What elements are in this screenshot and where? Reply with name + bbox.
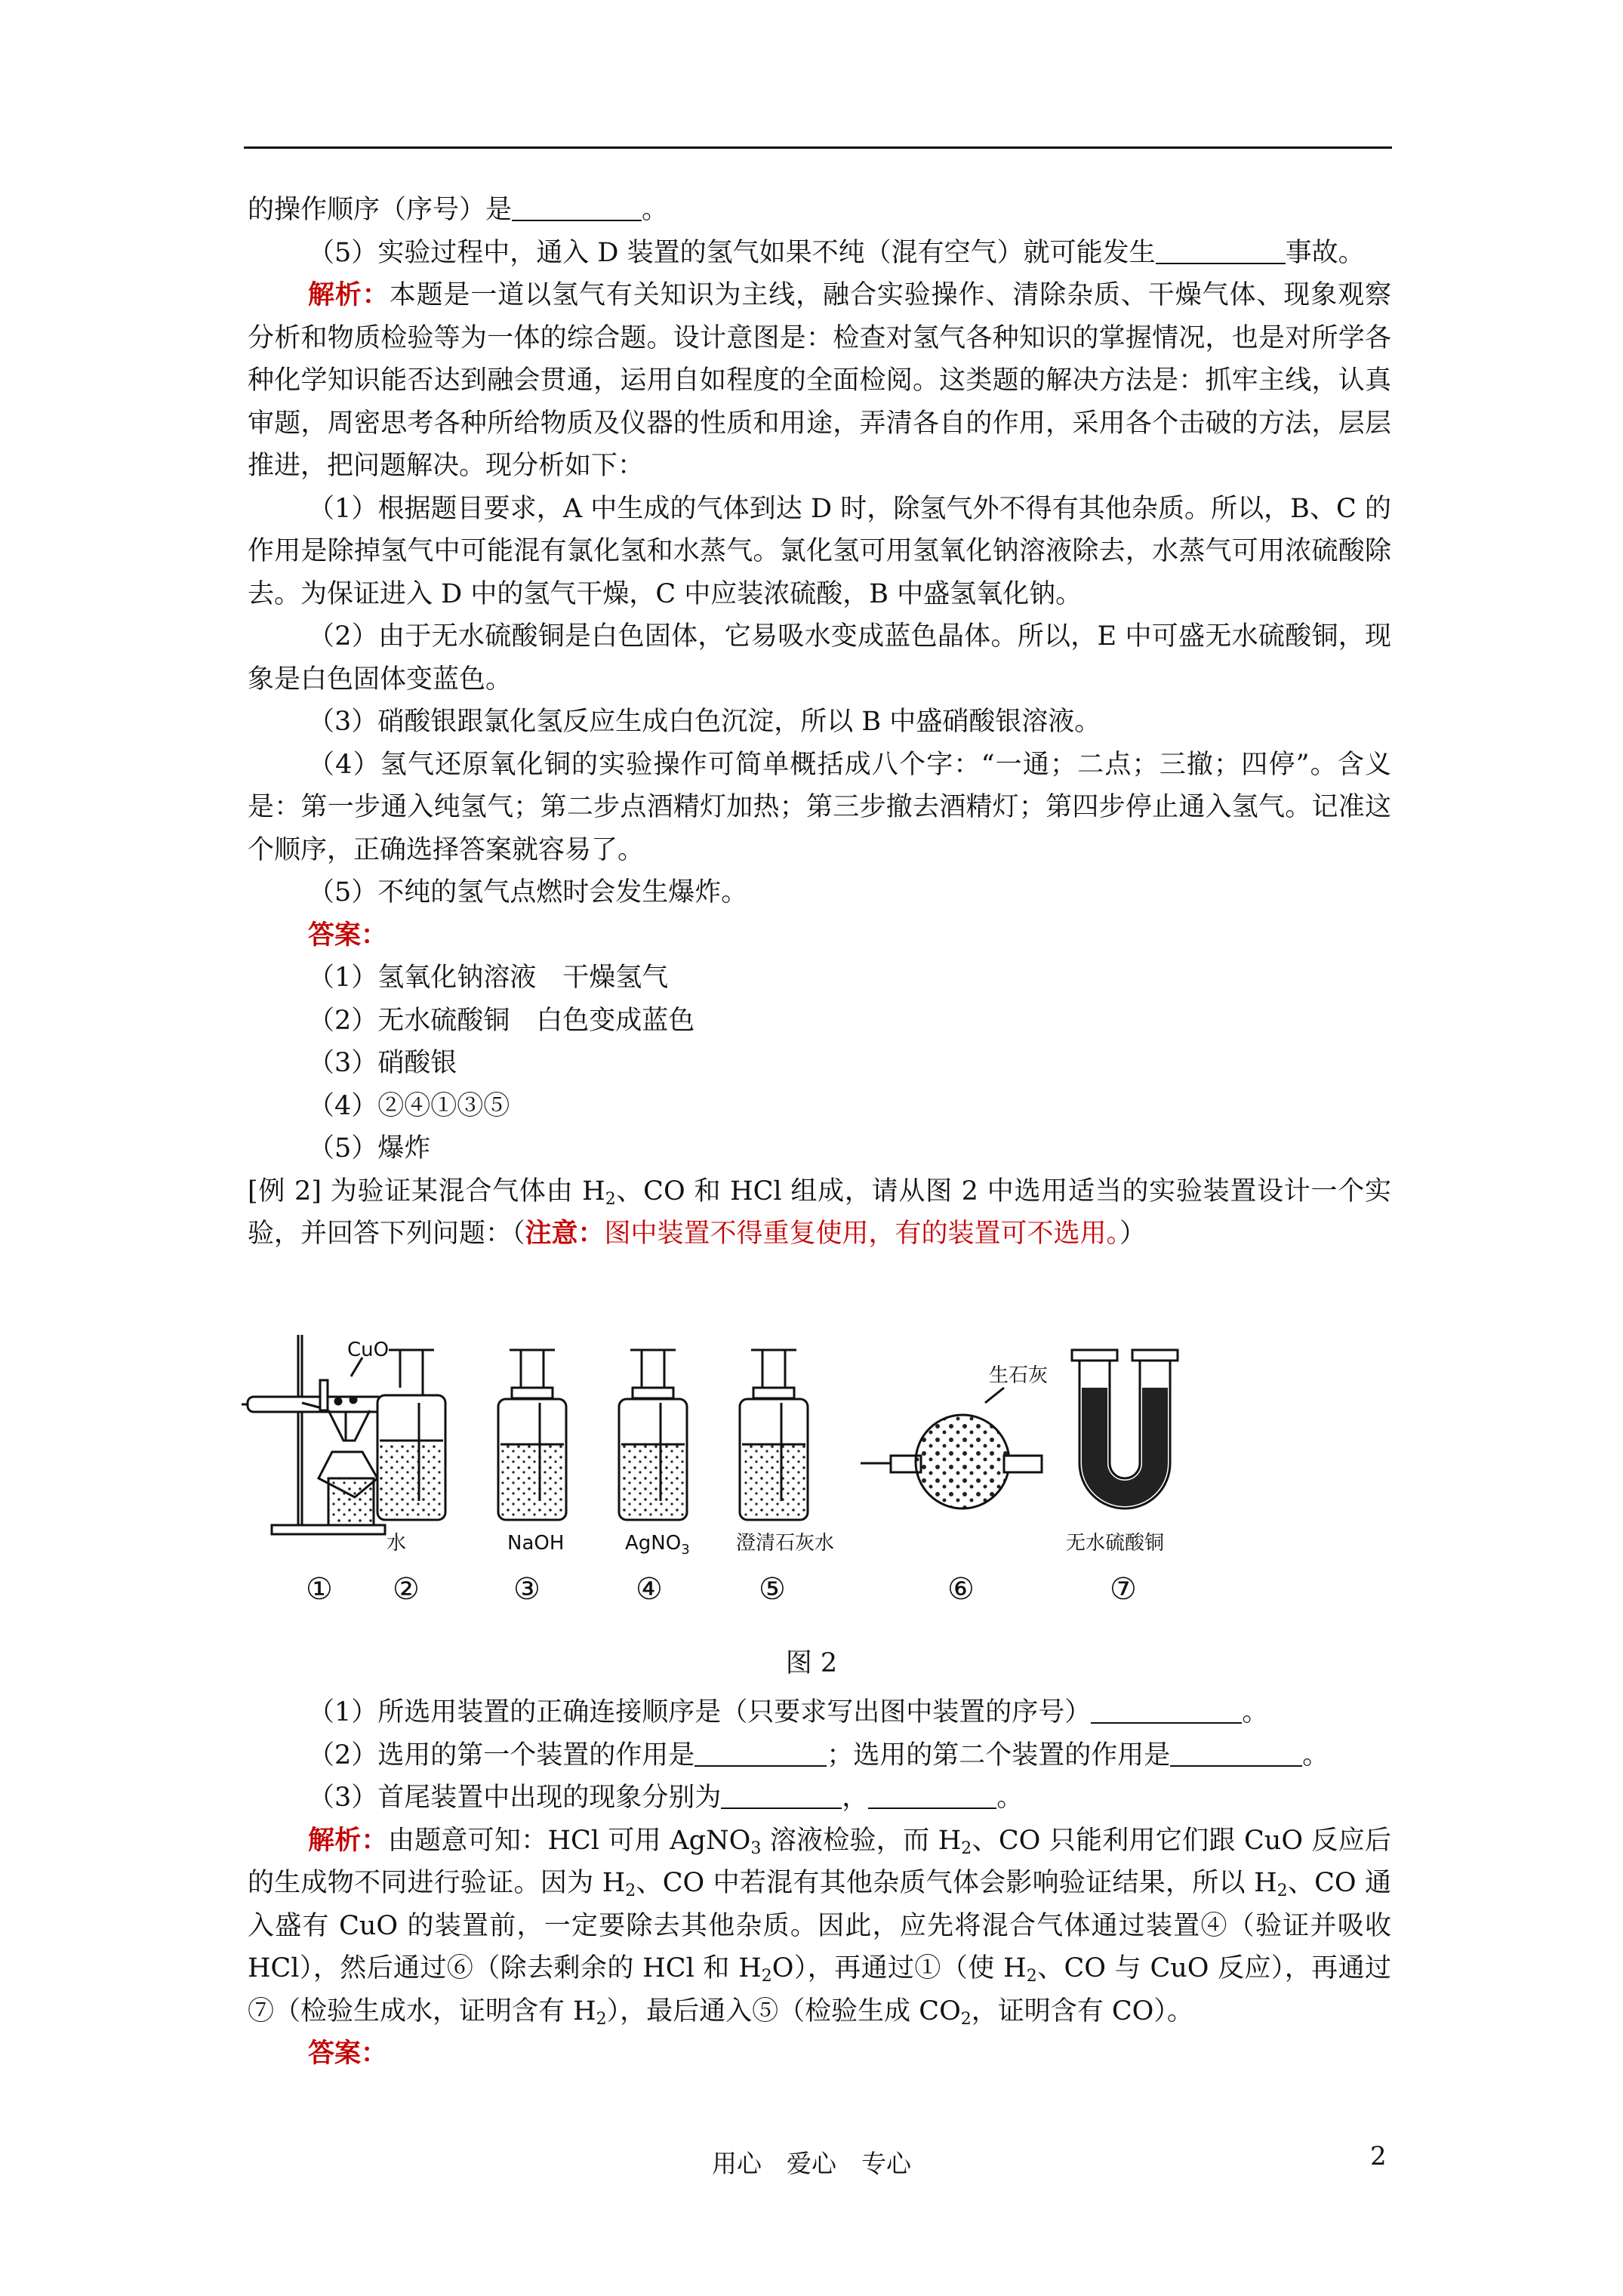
header-rule — [244, 146, 1392, 149]
paragraph: （2）由于无水硫酸铜是白色固体，它易吸水变成蓝色晶体。所以，E 中可盛无水硫酸铜，现象是白色固体变蓝色。 — [248, 621, 1391, 695]
page-number: 2 — [1370, 2141, 1387, 2171]
answer-line: （2）无水硫酸铜 白色变成蓝色 — [308, 1005, 695, 1036]
question-text — [248, 1691, 1391, 2076]
question-line — [248, 1734, 1391, 1777]
text: 。 — [642, 195, 669, 225]
text: 。 — [1302, 1740, 1329, 1771]
analysis-label: 解析： — [308, 279, 390, 310]
apparatus-number: ① — [306, 1572, 333, 1607]
text-line — [248, 189, 1391, 232]
subscript: 2 — [596, 2009, 607, 2029]
text: O），再通过①（使 H — [771, 1953, 1027, 1983]
text: 、CO 通入盛有 CuO 的装置前，一定要除去其他杂质。因此，应先将混合气体通过装置④（验证并吸收 HCl），然后通过⑥（除去剩余的 HCl 和 H — [248, 1868, 1391, 1983]
subscript: 2 — [605, 1189, 616, 1209]
text: （1）所选用装置的正确连接顺序是（只要求写出图中装置的序号） — [308, 1697, 1092, 1727]
apparatus-number: ② — [393, 1572, 420, 1607]
subscript: 2 — [1026, 1967, 1037, 1986]
analysis-paragraph — [248, 1820, 1391, 2033]
text: 的操作顺序（序号）是 — [248, 195, 513, 225]
text: （3）首尾装置中出现的现象分别为 — [308, 1783, 722, 1813]
paragraph: （3）硝酸银跟氯化氢反应生成白色沉淀，所以 B 中盛硝酸银溶液。 — [308, 707, 1101, 737]
apparatus-number: ⑦ — [1110, 1572, 1137, 1607]
apparatus-3-naoh-bottle — [498, 1350, 566, 1520]
label-water: 水 — [387, 1532, 407, 1555]
label-cuo: CuO — [347, 1339, 390, 1361]
answer-line: （5）爆炸 — [308, 1133, 431, 1163]
text: ） — [1119, 1219, 1147, 1249]
answer-blank — [512, 190, 642, 221]
apparatus-number: ⑤ — [759, 1572, 786, 1607]
analysis-paragraph — [248, 274, 1391, 488]
footer-slogan: 用心 爱心 专心 — [712, 2149, 911, 2178]
answer-line: （1）氢氧化钠溶液 干燥氢气 — [308, 963, 669, 993]
text: ，证明含有 CO）。 — [971, 1996, 1193, 2026]
figure-caption: 图 2 — [785, 1648, 838, 1678]
note-label: 注意： — [525, 1218, 605, 1249]
text: ），最后通入⑤（检验生成 CO — [606, 1996, 961, 2026]
label-quicklime: 生石灰 — [989, 1364, 1049, 1387]
answer-blank — [694, 1735, 827, 1767]
question-line — [248, 1691, 1391, 1734]
apparatus-number: ④ — [636, 1572, 663, 1607]
answer-line: （3）硝酸银 — [308, 1048, 457, 1078]
answer-blank — [868, 1777, 996, 1809]
example-paragraph — [248, 1170, 1391, 1256]
text: 。 — [996, 1783, 1024, 1813]
apparatus-4-agno3-bottle — [619, 1350, 687, 1520]
text: ；选用的第二个装置的作用是 — [827, 1740, 1171, 1771]
paragraph: （1）根据题目要求，A 中生成的气体到达 D 时，除氢气外不得有其他杂质。所以，B、C 的作用是除掉氢气中可能混有氯化氢和水蒸气。氯化氢可用氢氧化钠溶液除去，水蒸气可用浓硫酸除去。为保证进入 D 中的氢气干燥，C 中应装浓硫酸，B 中盛氢氧化钠。 — [248, 493, 1391, 609]
label-cuso4: 无水硫酸铜 — [1066, 1532, 1165, 1555]
subscript: 2 — [960, 2009, 972, 2029]
label-limewater: 澄清石灰水 — [736, 1532, 835, 1555]
subscript: 2 — [961, 1838, 972, 1858]
text: 、CO 只能利用它们跟 CuO 反应后的生成物不同进行验证。因为 H — [248, 1825, 1391, 1898]
text: （5）实验过程中，通入 D 装置的氢气如果不纯（混有空气）就可能发生 — [308, 237, 1156, 268]
question-line — [248, 1777, 1391, 1820]
apparatus-5-limewater-bottle — [740, 1350, 808, 1520]
answer-blank — [1091, 1692, 1242, 1724]
answer-label: 答案： — [308, 2038, 388, 2069]
text: 溶液检验，而 H — [761, 1825, 962, 1856]
text: ， — [842, 1783, 869, 1813]
apparatus-6-drying-tube — [861, 1388, 1042, 1509]
paragraph — [248, 232, 1391, 275]
subscript: 2 — [1277, 1881, 1288, 1900]
label-agno3: AgNO$_3$ — [625, 1532, 690, 1558]
main-text — [248, 189, 1391, 1256]
apparatus-number: ⑥ — [947, 1572, 975, 1607]
apparatus-number: ③ — [513, 1572, 540, 1607]
text: 、CO 与 CuO 反应），再通过⑦（检验生成水，证明含有 H — [248, 1953, 1391, 2026]
note-text: 图中装置不得重复使用，有的装置可不选用。 — [604, 1219, 1120, 1249]
text: 本题是一道以氢气有关知识为主线，融合实验操作、清除杂质、干燥气体、现象观察分析和物质检验等为一体的综合题。设计意图是：检查对氢气各种知识的掌握情况，也是对所学各种化学知识能否达到融会贯通，运用自如程度的全面检阅。这类题的解决方法是：抓牢主线，认真审题，周密思考各种所给物质及仪器的性质和用途，弄清各自的作用，采用各个击破的方法，层层推进，把问题解决。现分析如下： — [248, 280, 1391, 481]
answer-blank — [1170, 1735, 1302, 1767]
label-naoh: NaOH — [507, 1532, 565, 1555]
text: 由题意可知：HCl 可用 AgNO — [387, 1825, 751, 1856]
paragraph: （5）不纯的氢气点燃时会发生爆炸。 — [308, 877, 748, 908]
apparatus-7-u-tube — [1072, 1350, 1178, 1509]
text: （2）选用的第一个装置的作用是 — [308, 1740, 695, 1771]
text: 、CO 和 HCl 组成，请从图 2 中选用适当的实验装置设计一个实验，并回答下列问题：（ — [248, 1176, 1391, 1249]
text: 事故。 — [1285, 237, 1365, 268]
analysis-label: 解析： — [308, 1824, 388, 1856]
text: 、CO 中若混有其他杂质气体会影响验证结果，所以 H — [636, 1868, 1277, 1898]
paragraph: （4）氢气还原氧化铜的实验操作可简单概括成八个字：“一通；二点；三撤；四停”。含义是：第一步通入纯氢气；第二步点酒精灯加热；第三步撤去酒精灯；第四步停止通入氢气。记准这个顺序，正确选择答案就容易了。 — [248, 749, 1391, 865]
answer-blank — [1156, 233, 1286, 264]
apparatus-2-water-bottle — [377, 1350, 445, 1520]
apparatus-figure — [242, 1327, 1404, 1644]
subscript: 2 — [625, 1881, 636, 1900]
subscript: 2 — [761, 1967, 772, 1986]
text: 。 — [1242, 1697, 1269, 1727]
answer-blank — [721, 1777, 842, 1809]
subscript: 3 — [750, 1838, 762, 1858]
answer-label: 答案： — [308, 919, 388, 951]
answer-line: （4）②④①③⑤ — [308, 1090, 510, 1121]
text: [例 2] 为验证某混合气体由 H — [248, 1176, 605, 1207]
apparatus-1-heating-tube — [242, 1335, 393, 1534]
